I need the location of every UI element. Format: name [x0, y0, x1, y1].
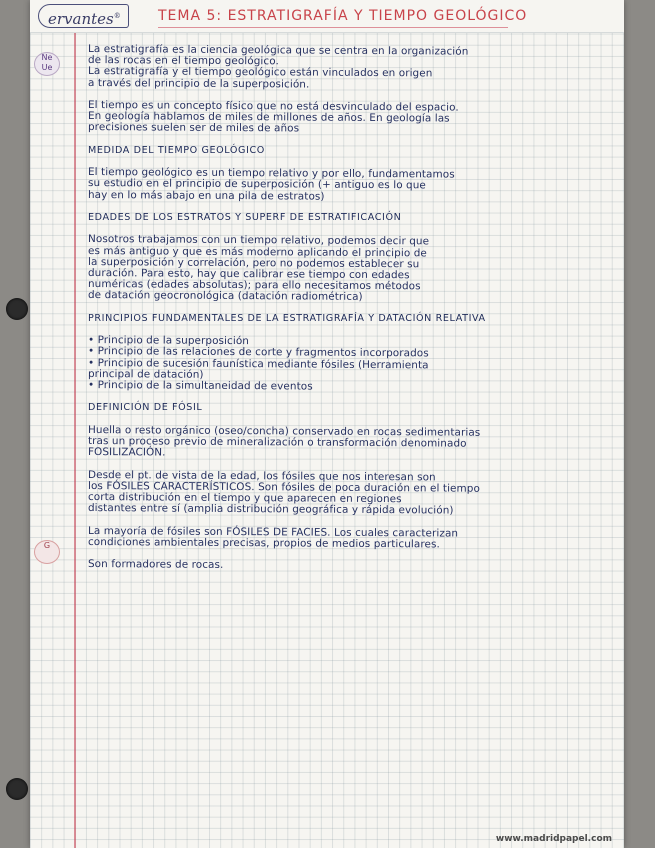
paragraph	[87, 524, 618, 551]
paragraph	[88, 559, 618, 570]
text-line: los FÓSILES CARACTERÍSTICOS. Son fósiles de poca duración en el tiempo	[87, 479, 480, 495]
margin-sticker-2-text: G	[43, 541, 51, 550]
text-line: Nosotros trabajamos con un tiempo relativo, podemos decir que	[87, 233, 430, 248]
text-line: • Principio de sucesión faunística mediante fósiles (Herramienta	[87, 356, 429, 371]
text-line: de datación geocronológica (datación radiométrica)	[87, 289, 363, 304]
footer-url: www.madridpapel.com	[495, 834, 612, 844]
text-line: Son formadores de rocas.	[87, 558, 224, 572]
notebook-page	[30, 0, 624, 848]
paragraph	[88, 167, 618, 201]
text-line: numéricas (edades absolutas); para ello necesitamos métodos	[87, 278, 421, 293]
section-0	[88, 44, 618, 145]
margin-sticker-1-text: Ne Ue	[41, 53, 53, 72]
text-line: principal de datación)	[87, 367, 204, 381]
text-line: hay en lo más abajo en una pila de estratos)	[87, 188, 325, 203]
section-heading: MEDIDA DEL TIEMPO GEOLÓGICO	[88, 144, 265, 156]
text-line: En geología hablamos de miles de millones de años. En geología las	[87, 110, 450, 125]
text-line: es más antiguo y que es más moderno aplicando el principio de	[87, 244, 427, 259]
text-line: La estratigrafía es la ciencia geológica que se centra en la organización	[87, 43, 469, 58]
section-heading: PRINCIPIOS FUNDAMENTALES DE LA ESTRATIGRAFÍA Y DATACIÓN RELATIVA	[88, 312, 486, 324]
margin-sticker-2	[34, 540, 60, 564]
text-line: FOSILIZACIÓN.	[87, 446, 166, 459]
text-line: El tiempo es un concepto físico que no está desvinculado del espacio.	[87, 99, 459, 114]
paragraph	[88, 470, 618, 515]
section-heading: EDADES DE LOS ESTRATOS Y SUPERF DE ESTRATIFICACIÓN	[88, 211, 402, 223]
text-line: El tiempo geológico es un tiempo relativo y por ello, fundamentamos	[87, 166, 455, 181]
text-line: • Principio de la simultaneidad de eventos	[87, 378, 313, 393]
section-2	[88, 212, 618, 313]
text-line: duración. Para esto, hay que calibrar ese tiempo con edades	[87, 266, 410, 282]
text-line: la superposición y correlación, pero no podemos establecer su	[87, 255, 420, 271]
margin-line	[74, 0, 76, 848]
text-line: tras un proceso previo de mineralización o transformación denominado	[87, 434, 467, 450]
text-line: su estudio en el principio de superposición (+ antiguo es lo que	[87, 177, 426, 192]
page-header	[30, 0, 624, 33]
paragraph	[88, 100, 618, 134]
paragraph	[88, 425, 618, 459]
paragraph	[88, 44, 618, 89]
section-heading: DEFINICIÓN DE FÓSIL	[88, 402, 203, 414]
section-4	[88, 402, 618, 581]
brand-logo: ervantes®	[38, 4, 129, 28]
text-line: distantes entre sí (amplia distribución geográfica y rápida evolución)	[87, 502, 454, 517]
binder-hole-top	[6, 298, 28, 320]
text-line: condiciones ambientales precisas, propios de medios particulares.	[87, 535, 440, 551]
page-title: TEMA 5: ESTRATIGRAFÍA Y TIEMPO GEOLÓGICO	[158, 8, 528, 24]
margin-sticker-1	[34, 52, 60, 76]
paragraph	[88, 335, 618, 391]
text-line: corta distribución en el tiempo y que aparecen en regiones	[87, 490, 402, 506]
section-3	[88, 313, 618, 403]
text-line: a través del principio de la superposición.	[87, 76, 310, 91]
text-line: • Principio de las relaciones de corte y fragmentos incorporados	[87, 345, 429, 360]
text-line: La mayoría de fósiles son FÓSILES DE FACIES. Los cuales caracterizan	[87, 524, 459, 540]
text-line: Desde el pt. de vista de la edad, los fósiles que nos interesan son	[87, 468, 436, 483]
text-line: precisiones suelen ser de miles de años	[87, 121, 300, 135]
text-line: de las rocas en el tiempo geológico.	[87, 54, 279, 68]
title-underline	[158, 27, 508, 28]
text-line: La estratigrafía y el tiempo geológico están vinculados en origen	[87, 65, 433, 80]
section-1	[88, 145, 618, 212]
notes-content	[88, 44, 618, 582]
text-line: Huella o resto orgánico (oseo/concha) conservado en rocas sedimentarias	[87, 423, 481, 439]
paragraph	[87, 233, 618, 304]
brand-text: ervantes	[48, 10, 114, 28]
text-line: • Principio de la superposición	[87, 334, 250, 348]
binder-hole-bottom	[6, 778, 28, 800]
